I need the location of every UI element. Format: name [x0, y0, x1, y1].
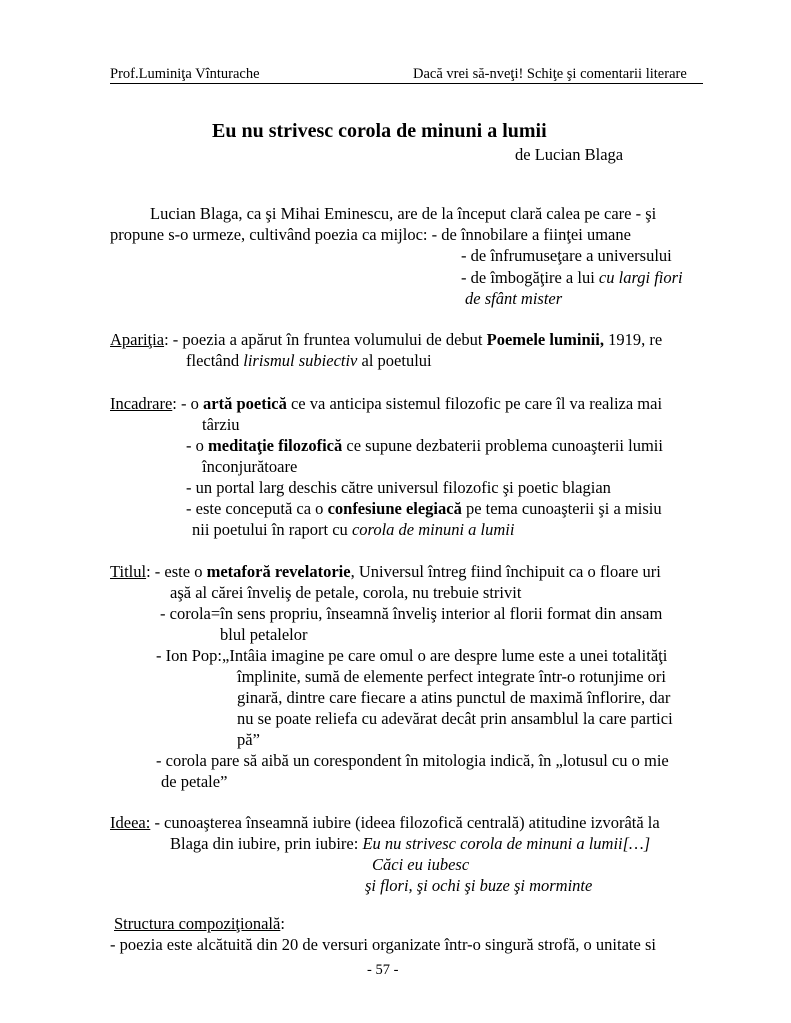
incadrare-label: Incadrare	[110, 394, 173, 413]
aparitia-line-1: Apariţia: - poezia a apărut în fruntea volumului de debut Poemele luminii, 1919, re	[110, 330, 663, 349]
titlul-line-10: - corola pare să aibă un corespondent în mitologia indică, în „lotusul cu o mie	[156, 751, 669, 770]
intro-line-4-italic: cu largi fiori	[598, 268, 683, 287]
intro-line-3: - de înfrumuseţare a universului	[461, 246, 672, 265]
header-author: Prof.Luminiţa Vînturache	[110, 66, 260, 82]
titlul-line-9: pă”	[237, 730, 260, 749]
incadrare-line-3: - o meditaţie filozofică ce supune dezbaterii problema cunoaşterii lumii	[186, 436, 663, 455]
ideea-line-3: Căci eu iubesc	[372, 855, 470, 874]
ideea-line-4: şi flori, şi ochi şi buze şi morminte	[365, 876, 593, 895]
header-book-title: Dacă vrei să-nveţi! Schiţe şi comentarii literare	[413, 66, 687, 82]
intro-line-4	[461, 267, 683, 288]
structura-line-1: - poezia este alcătuită din 20 de versuri organizate într-o singură strofă, o unitate si	[110, 935, 656, 954]
page-title: Eu nu strivesc corola de minuni a lumii	[212, 120, 547, 142]
poem-author: de Lucian Blaga	[515, 145, 624, 164]
page-number: - 57 -	[367, 962, 399, 978]
titlul-line-3: - corola=în sens propriu, înseamnă înveliş interior al florii format din ansam	[160, 604, 663, 623]
intro-line-2: propune s-o urmeze, cultivând poezia ca mijloc: - de înnobilare a fiinţei umane	[110, 225, 631, 244]
ideea-line-1: Ideea: - cunoaşterea înseamnă iubire (ideea filozofică centrală) atitudine izvorâtă la	[110, 813, 660, 832]
titlul-line-11: de petale”	[161, 772, 228, 791]
incadrare-line-1: Incadrare: - o artă poetică ce va anticipa sistemul filozofic pe care îl va realiza mai	[110, 394, 663, 413]
structura-label: Structura compoziţională	[114, 914, 281, 933]
intro-line-5	[465, 288, 562, 309]
incadrare-line-4: înconjurătoare	[202, 457, 298, 476]
titlul-line-2: aşă al cărei înveliş de petale, corola, nu trebuie strivit	[170, 583, 522, 602]
incadrare-line-2: târziu	[202, 415, 240, 434]
incadrare-line-7: nii poetului în raport cu corola de minuni a lumii	[192, 520, 515, 539]
titlul-label: Titlul	[110, 562, 147, 581]
ideea-line-2: Blaga din iubire, prin iubire: Eu nu strivesc corola de minuni a lumii[…]	[170, 834, 651, 853]
structura-heading: Structura compoziţională:	[114, 914, 285, 933]
intro-line-4-text: - de îmbogăţire a lui	[461, 268, 599, 287]
intro-line-5-italic: de sfânt mister	[465, 289, 563, 308]
incadrare-line-5: - un portal larg deschis către universul filozofic şi poetic blagian	[186, 478, 611, 497]
intro-line-1: Lucian Blaga, ca şi Mihai Eminescu, are de la început clară calea pe care - şi	[150, 204, 657, 223]
aparitia-line-2: flectând lirismul subiectiv al poetului	[186, 351, 432, 370]
ideea-label: Ideea:	[110, 813, 151, 832]
header-rule	[110, 83, 703, 84]
titlul-line-5: - Ion Pop:„Intâia imagine pe care omul o are despre lume este a unei totalităţi	[156, 646, 668, 665]
titlul-line-7: ginară, dintre care fiecare a atins punctul de maximă înflorire, dar	[237, 688, 671, 707]
aparitia-label: Apariţia	[110, 330, 165, 349]
titlul-line-1: Titlul: - este o metaforă revelatorie, Universul întreg fiind închipuit ca o floare uri	[110, 562, 661, 581]
titlul-line-8: nu se poate reliefa cu adevărat decât prin ansamblul la care partici	[237, 709, 673, 728]
titlul-line-6: împlinite, sumă de elemente perfect integrate într-o rotunjime ori	[237, 667, 666, 686]
titlul-line-4: blul petalelor	[220, 625, 308, 644]
incadrare-line-6: - este concepută ca o confesiune elegiacă pe tema cunoaşterii şi a misiu	[186, 499, 662, 518]
